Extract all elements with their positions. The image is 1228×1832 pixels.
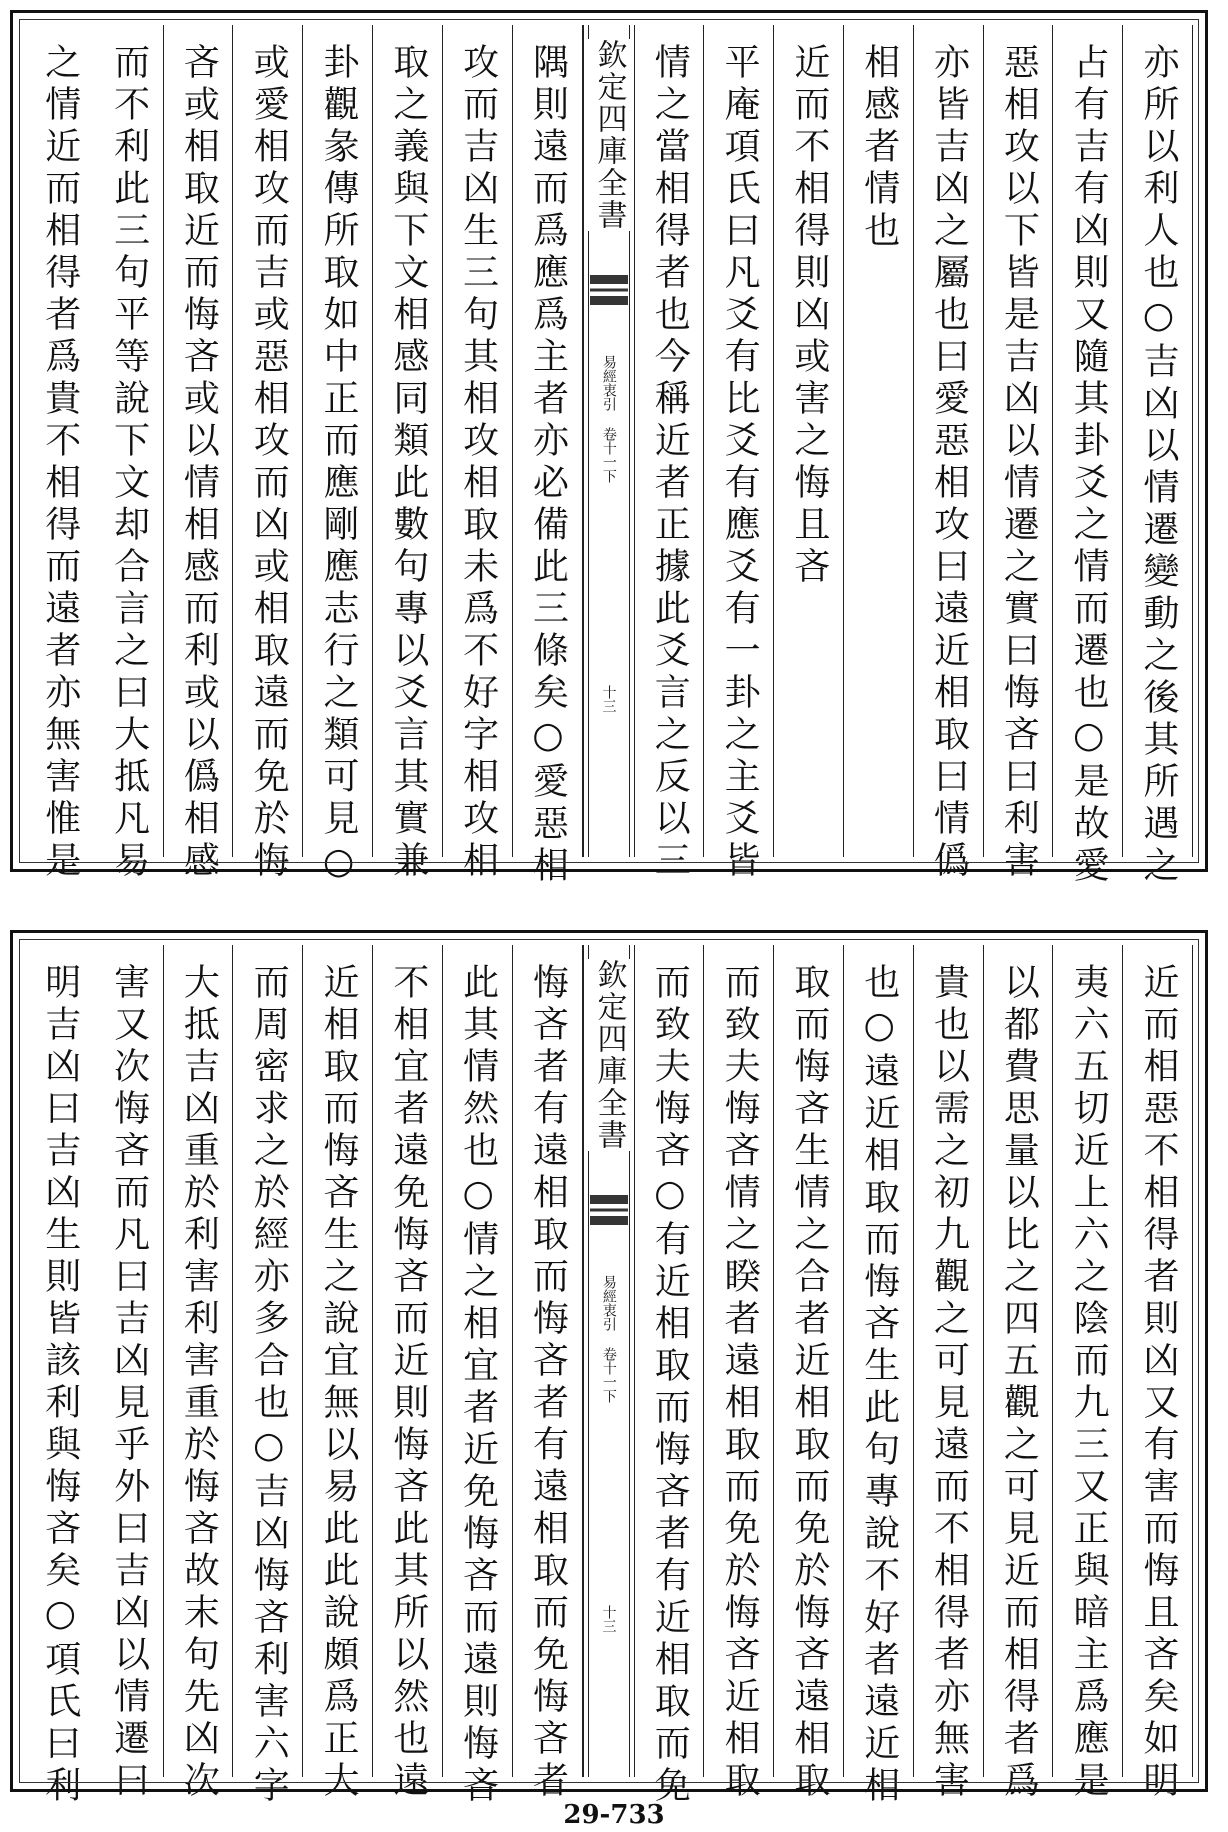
text-column <box>1123 945 1193 1803</box>
text-column <box>984 945 1054 1803</box>
column-text: 情之當相得者也今稱近者正據此爻言之反以三 <box>649 43 691 883</box>
text-column <box>1053 25 1123 888</box>
text-column <box>443 25 513 883</box>
column-text: 之情近而相得者爲貴不相得而遠者亦無害惟是 <box>39 43 81 883</box>
column-text: 而周密求之於經亦多合也○吉凶悔吝利害六字 <box>248 963 290 1808</box>
column-text: 攻而吉凶生三句其相攻相取未爲不好字相攻相 <box>457 43 499 883</box>
text-column <box>844 945 914 1808</box>
column-text: 悔吝者有遠相取而悔吝者有遠相取而免悔吝者 <box>527 963 569 1803</box>
column-text: 此其情然也○情之相宜者近免悔吝而遠則悔吝 <box>457 963 499 1808</box>
text-column <box>774 25 844 857</box>
text-column <box>94 25 164 883</box>
leaf-number: 十三 <box>600 685 617 713</box>
column-text: 而不利此三句平等說下文却合言之曰大抵凡易 <box>108 43 150 883</box>
fish-tail-mark <box>590 275 628 305</box>
text-column <box>164 945 234 1803</box>
top-page-panel <box>10 10 1208 888</box>
text-column <box>774 945 844 1803</box>
text-column <box>1123 25 1193 888</box>
text-column <box>984 25 1054 883</box>
column-text: 惡相攻以下皆是吉凶以情遷之實曰悔吝曰利害 <box>998 43 1040 883</box>
text-column <box>704 25 774 883</box>
column-text: 以都費思量以比之四五觀之可見近而相得者爲 <box>998 963 1040 1803</box>
column-text: 或愛相攻而吉或惡相攻而凶或相取遠而免於悔 <box>248 43 290 883</box>
text-column <box>25 945 94 1808</box>
column-text: 近而相惡不相得者則凶又有害而悔且吝矣如明 <box>1137 963 1179 1803</box>
column-text: 也○遠近相取而悔吝生此句專說不好者遠近相 <box>858 963 900 1808</box>
text-column <box>373 25 443 883</box>
text-column <box>513 945 583 1803</box>
column-text: 貴也以需之初九觀之可見遠而不相得者亦無害 <box>928 963 970 1803</box>
fish-tail-mark <box>590 1195 628 1225</box>
text-column <box>443 945 513 1808</box>
column-text: 不相宜者遠免悔吝而近則悔吝此其所以然也遠 <box>387 963 429 1803</box>
text-column <box>303 945 373 1803</box>
bottom-page-panel <box>10 930 1208 1808</box>
column-text: 近而不相得則凶或害之悔且吝 <box>788 43 830 589</box>
column-text: 亦皆吉凶之屬也曰愛惡相攻曰遠近相取曰情僞 <box>928 43 970 883</box>
text-column <box>1053 945 1123 1803</box>
text-column <box>164 25 234 883</box>
column-text: 而致夫悔吝○有近相取而悔吝者有近相取而免 <box>649 963 691 1808</box>
column-text: 近相取而悔吝生之說宜無以易此此說頗爲正大 <box>318 963 360 1803</box>
text-column <box>704 945 774 1803</box>
column-text: 明吉凶曰吉凶生則皆該利與悔吝矣○項氏曰利 <box>39 963 81 1808</box>
column-text: 取之義與下文相感同類此數句專以爻言其實兼 <box>387 43 429 883</box>
text-column <box>373 945 443 1803</box>
text-column <box>25 25 94 883</box>
center-fold-column <box>583 25 635 857</box>
book-title: 欽定四庫全書 <box>587 39 631 231</box>
text-column <box>635 25 705 883</box>
column-text: 而致夫悔吝情之睽者遠相取而免於悔吝近相取 <box>719 963 761 1803</box>
column-text: 平庵項氏曰凡爻有比爻有應爻有一卦之主爻皆 <box>719 43 761 883</box>
top-text-columns <box>25 25 1193 888</box>
column-text: 占有吉有凶則又隨其卦爻之情而遷也○是故愛 <box>1068 43 1110 888</box>
text-column <box>233 25 303 883</box>
book-title: 欽定四庫全書 <box>587 959 631 1151</box>
center-fold-column <box>583 945 635 1777</box>
text-column <box>233 945 303 1808</box>
column-text: 吝或相取近而悔吝或以情相感而利或以僞相感 <box>178 43 220 883</box>
column-text: 取而悔吝生情之合者近相取而免於悔吝遠相取 <box>788 963 830 1803</box>
volume-label: 易經衷引 卷十一下 <box>600 355 617 483</box>
column-text: 相感者情也 <box>858 43 900 253</box>
page-number: 29-733 <box>563 1800 665 1830</box>
text-column <box>303 25 373 888</box>
text-column <box>844 25 914 857</box>
text-column <box>914 945 984 1803</box>
bottom-text-columns <box>25 945 1193 1808</box>
column-text: 害又次悔吝而凡曰吉凶見乎外曰吉凶以情遷曰 <box>108 963 150 1803</box>
text-column <box>914 25 984 883</box>
column-text: 隅則遠而爲應爲主者亦必備此三條矣○愛惡相 <box>527 43 569 888</box>
volume-label: 易經衷引 卷十一下 <box>600 1275 617 1403</box>
text-column <box>635 945 705 1808</box>
leaf-number: 十三 <box>600 1605 617 1633</box>
text-column <box>513 25 583 888</box>
column-text: 卦觀彖傳所取如中正而應剛應志行之類可見○ <box>318 43 360 888</box>
text-column <box>94 945 164 1803</box>
column-text: 夷六五切近上六之陰而九三又正與暗主爲應是 <box>1068 963 1110 1803</box>
column-text: 大抵吉凶重於利害利害重於悔吝故末句先凶次 <box>178 963 220 1803</box>
column-text: 亦所以利人也○吉凶以情遷變動之後其所遇之 <box>1137 43 1179 888</box>
